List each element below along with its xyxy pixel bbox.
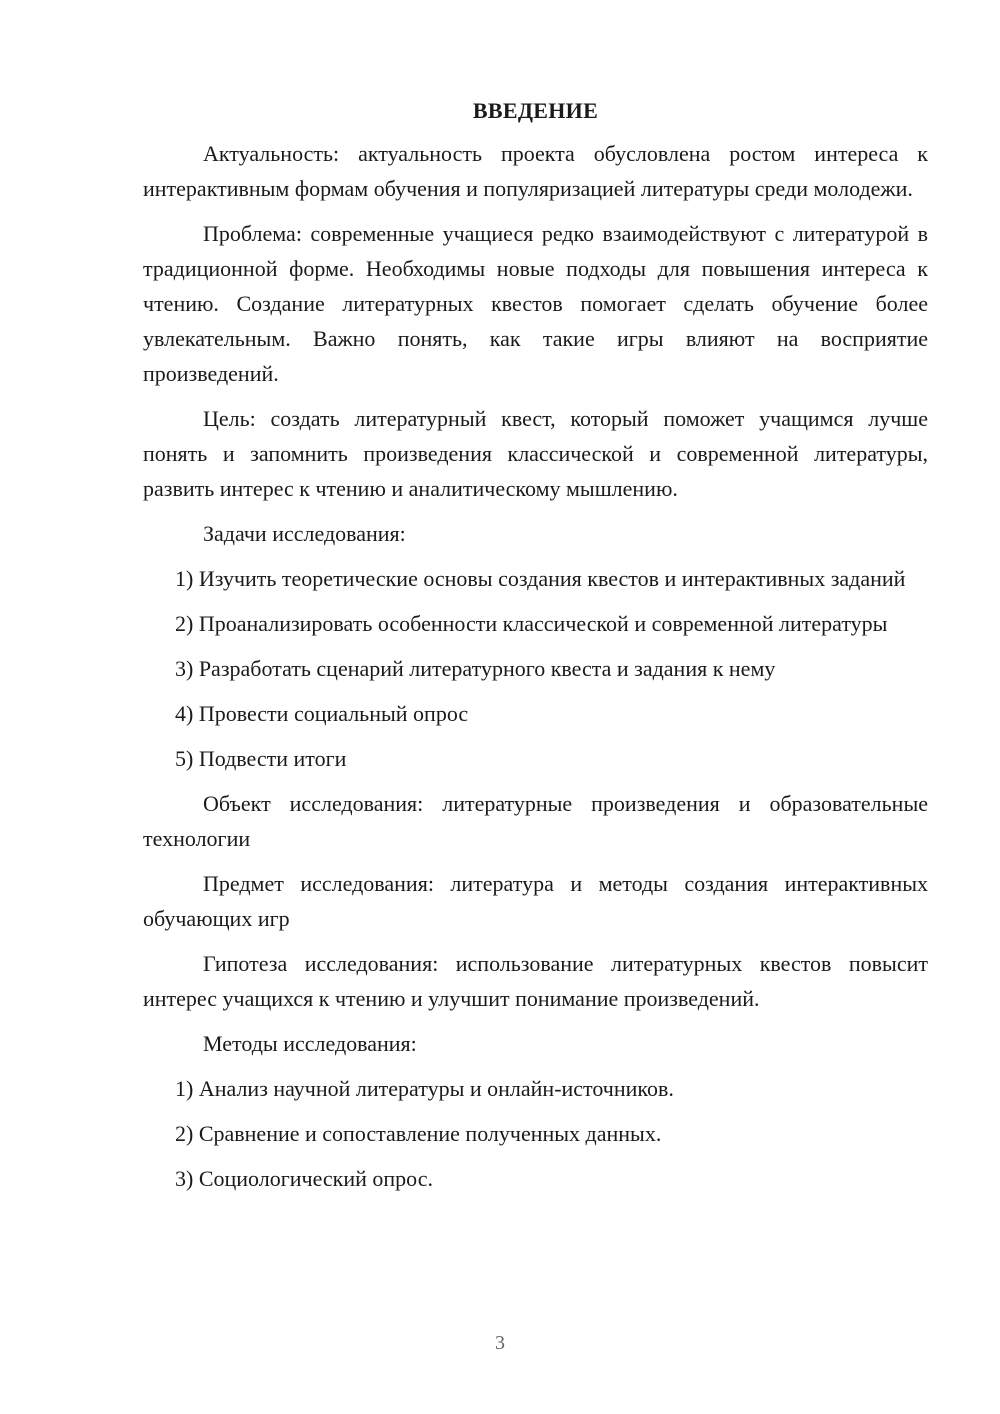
method-item-2: 2) Сравнение и сопоставление полученных данных. <box>175 1121 662 1146</box>
paragraph-goal: Цель: создать литературный квест, который поможет учащимся лучше понять и запомнить произведения классической и современной литературы, развить интерес к чтению и аналитическому мышлению. <box>143 406 928 501</box>
method-item-3: 3) Социологический опрос. <box>175 1166 433 1191</box>
section-title: ВВЕДЕНИЕ <box>472 98 599 123</box>
paragraph-subject: Предмет исследования: литература и методы создания интерактивных обучающих игр <box>143 871 928 931</box>
paragraph-object: Объект исследования: литературные произведения и образовательные технологии <box>143 791 928 851</box>
paragraph-problem: Проблема: современные учащиеся редко взаимодействуют с литературой в традиционной форме. Необходимы новые подходы для повышения интереса к чтению. Создание литературных квестов помогает сделать обучение более увлекательным. Важно понять, как такие игры влияют на восприятие произведений. <box>143 221 928 386</box>
task-item-4: 4) Провести социальный опрос <box>175 701 469 726</box>
page-number: 3 <box>495 1332 505 1354</box>
paragraph-hypothesis: Гипотеза исследования: использование литературных квестов повысит интерес учащихся к чтению и улучшит понимание произведений. <box>143 951 928 1011</box>
task-item-3: 3) Разработать сценарий литературного квеста и задания к нему <box>175 656 776 681</box>
task-item-5: 5) Подвести итоги <box>175 746 347 771</box>
paragraph-tasks-heading: Задачи исследования: <box>203 521 406 546</box>
paragraph-methods-heading: Методы исследования: <box>203 1031 417 1056</box>
paragraph-relevance: Актуальность: актуальность проекта обусловлена ростом интереса к интерактивным формам обучения и популяризацией литературы среди молодежи. <box>143 141 928 201</box>
task-item-1: 1) Изучить теоретические основы создания квестов и интерактивных заданий <box>175 566 906 591</box>
document-page <box>143 96 928 1206</box>
method-item-1: 1) Анализ научной литературы и онлайн-источников. <box>175 1076 674 1101</box>
task-item-2: 2) Проанализировать особенности классической и современной литературы <box>175 611 888 636</box>
